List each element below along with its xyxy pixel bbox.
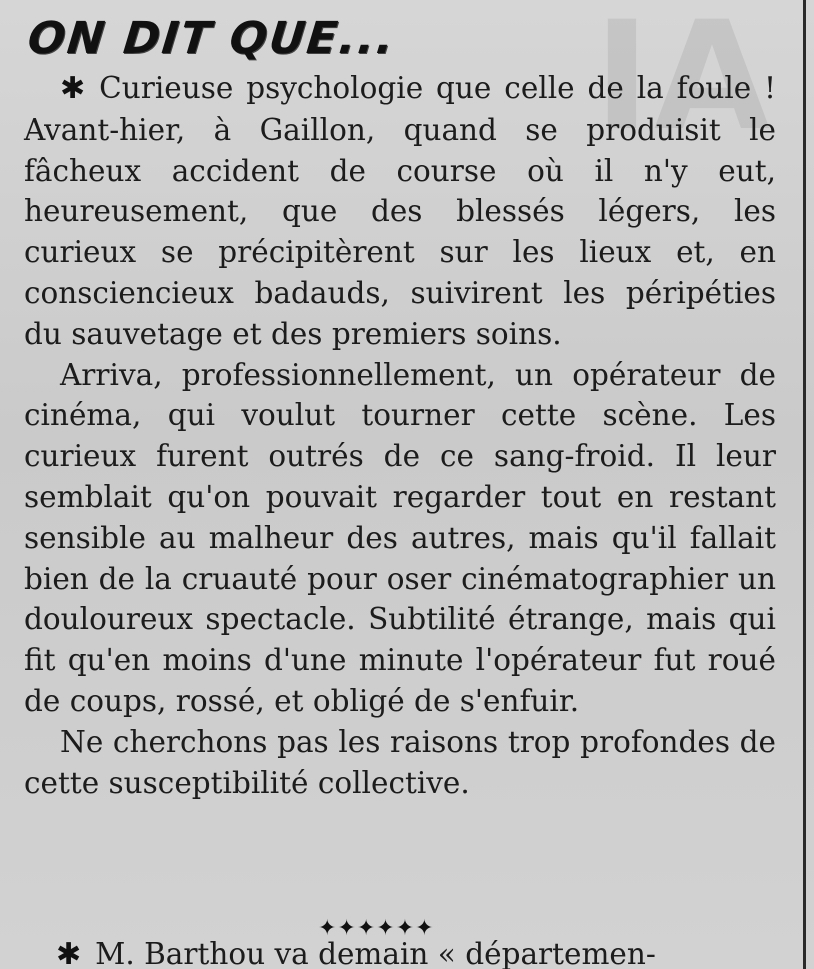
faded-background-print: IA (594, 0, 774, 164)
paragraph-3: Ne cherchons pas les raisons trop profondes de cette susceptibilité collective. (24, 724, 776, 800)
article-body (24, 68, 776, 803)
next-item-text: M. Barthou va demain « départemen- (95, 937, 656, 969)
asterisk-icon: ✱ (60, 71, 86, 106)
paragraph-1 (24, 68, 776, 355)
column-rule (803, 0, 806, 969)
paragraph-1-text: Curieuse psychologie que celle de la foule ! Avant-hier, à Gaillon, quand se produisit le fâcheux accident de course où il n'y eut, heureusement, que des blessés légers, les curieux se précipitèrent sur les lieux et, en consciencieux badauds, suivirent les péripéties du sauvetage et des premiers soins. (24, 71, 776, 351)
column-heading: ON DIT QUE... (25, 13, 398, 64)
paragraph-2: Arriva, professionnellement, un opérateur de cinéma, qui voulut tourner cette scène. Les curieux furent outrés de ce sang-froid. Il leur semblait qu'on pouvait regarder tout en restant sensible au malheur des autres, mais qu'il fallait bien de la cruauté pour oser cinématographier un douloureux spectacle. Subtilité étrange, mais qui fit qu'en moins d'une minute l'opérateur fut roué de coups, rossé, et obligé de s'enfuir. (24, 357, 776, 718)
next-item (56, 934, 814, 969)
asterisk-icon: ✱ (56, 937, 82, 969)
section-divider-ornament: ✦✦✦✦✦✦ (318, 916, 435, 941)
